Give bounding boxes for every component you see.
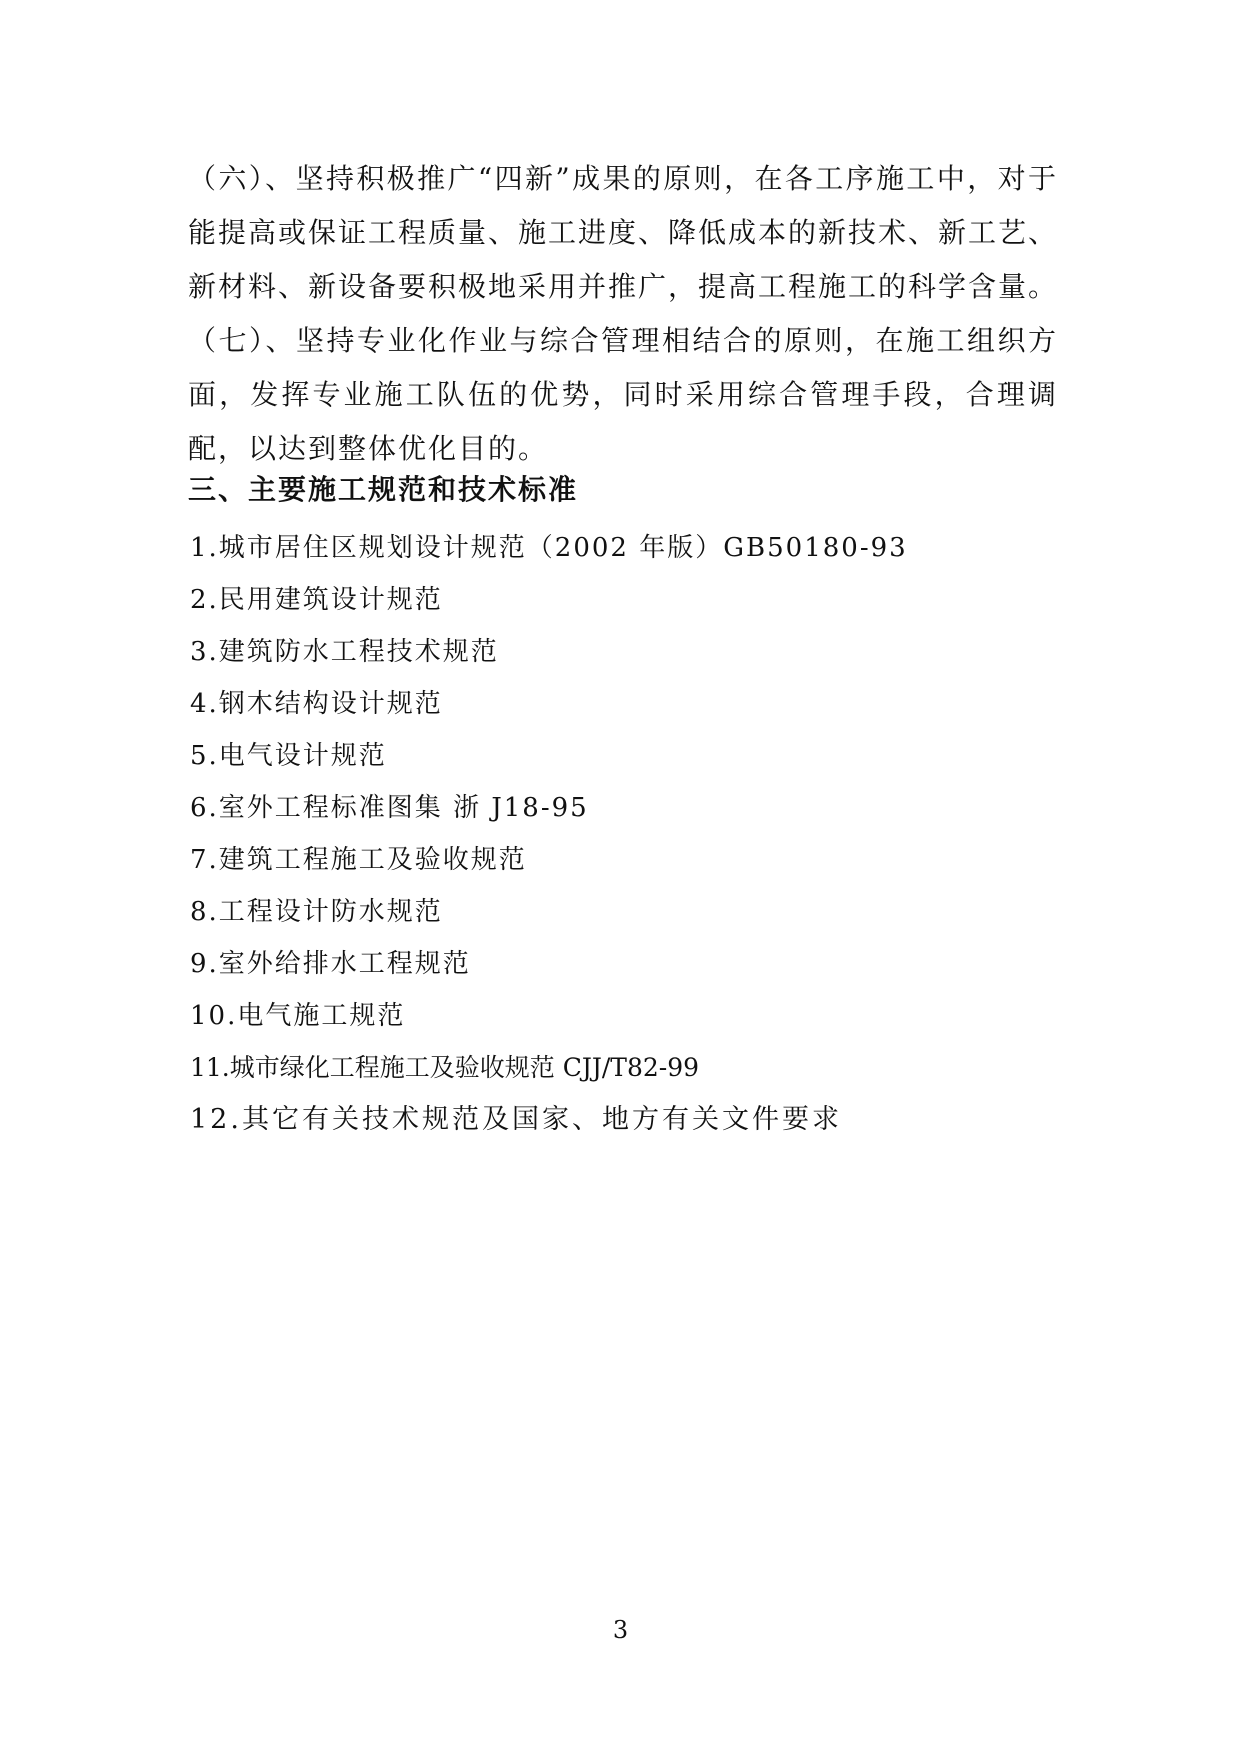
- paragraph-principle-6: （六）、坚持积极推广“四新”成果的原则，在各工序施工中，对于能提高或保证工程质量、施工进度、降低成本的新技术、新工艺、新材料、新设备要积极地采用并推广，提高工程施工的科学含量。: [188, 162, 1059, 303]
- page-number: 3: [612, 1616, 629, 1644]
- list-item: 2.民用建筑设计规范: [190, 585, 443, 615]
- list-item: 3.建筑防水工程技术规范: [190, 637, 499, 667]
- list-item: 8.工程设计防水规范: [190, 897, 443, 927]
- list-item: 6.室外工程标准图集 浙 J18-95: [190, 793, 589, 823]
- list-item: 4.钢木结构设计规范: [190, 689, 443, 719]
- section-heading: 三、主要施工规范和技术标准: [188, 473, 579, 506]
- list-item: 5.电气设计规范: [190, 741, 387, 771]
- list-item: 7.建筑工程施工及验收规范: [190, 845, 527, 875]
- standards-list: [190, 530, 908, 1154]
- list-item: 11.城市绿化工程施工及验收规范 CJJ/T82-99: [190, 1053, 700, 1082]
- list-item: 9.室外给排水工程规范: [190, 949, 471, 979]
- list-item: 10.电气施工规范: [190, 1001, 406, 1031]
- list-item: 1.城市居住区规划设计规范（2002 年版）GB50180-93: [190, 533, 908, 563]
- list-item: 12.其它有关技术规范及国家、地方有关文件要求: [190, 1104, 842, 1135]
- paragraph-principle-7: （七）、坚持专业化作业与综合管理相结合的原则，在施工组织方面，发挥专业施工队伍的优势，同时采用综合管理手段，合理调配，以达到整体优化目的。: [188, 324, 1058, 465]
